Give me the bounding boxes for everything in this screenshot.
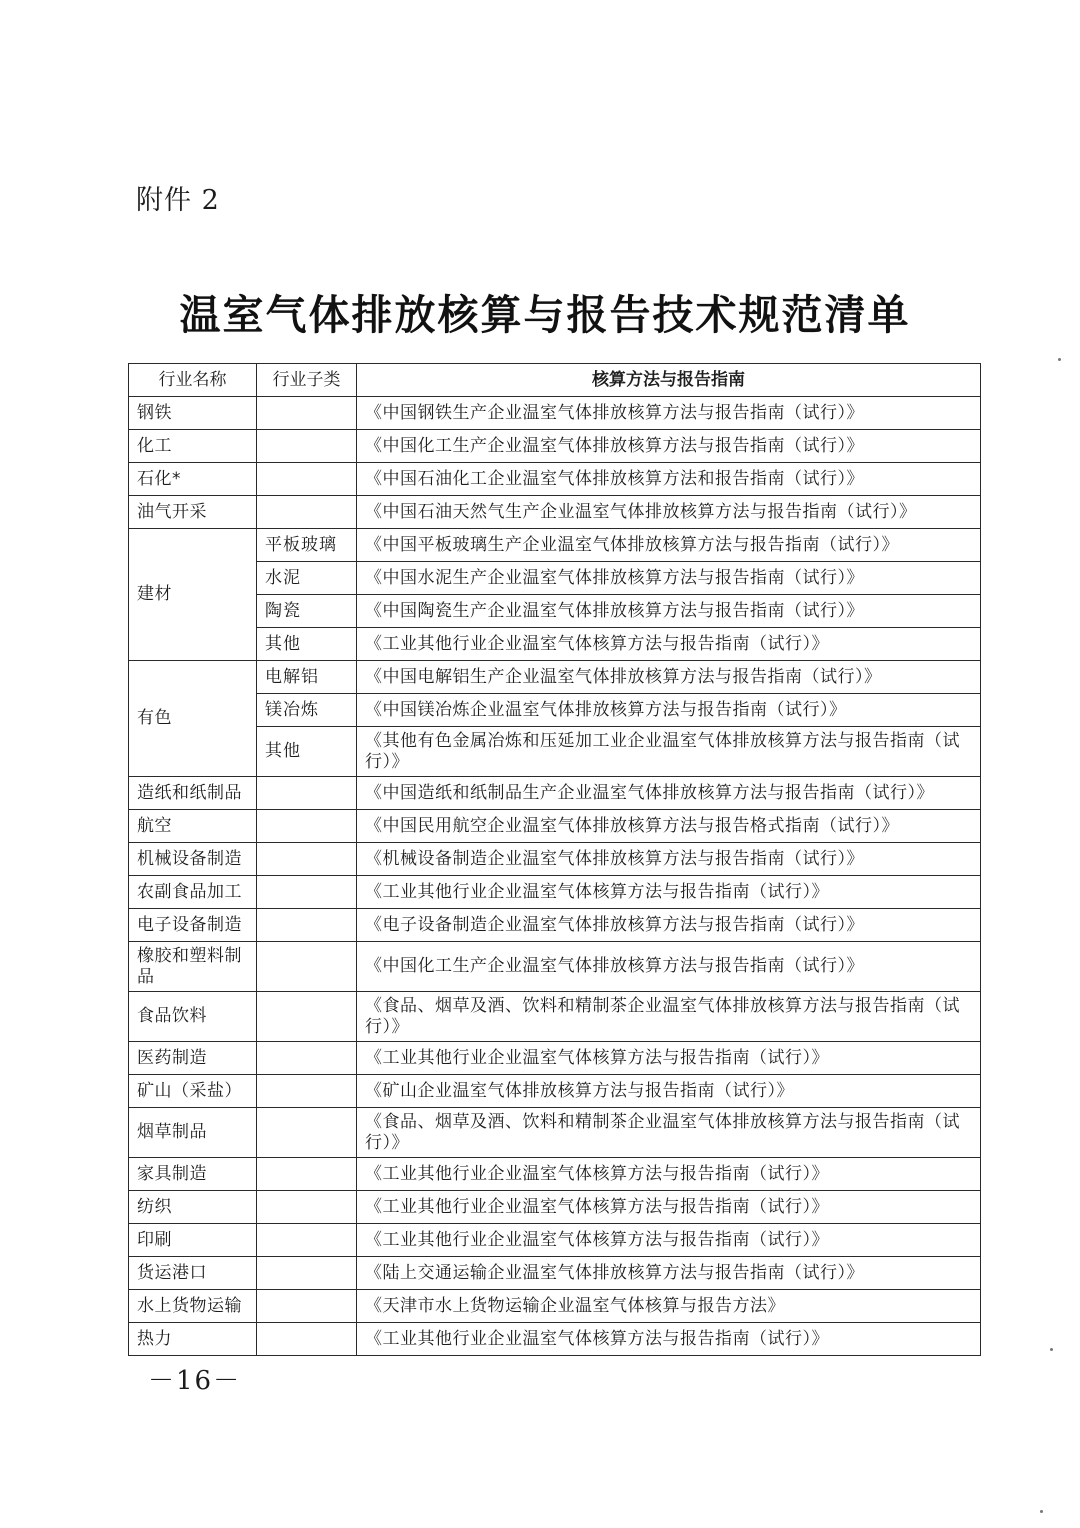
industry-cell: 矿山（采盐） (129, 1075, 257, 1108)
subcategory-cell (257, 1158, 357, 1191)
subcategory-cell: 陶瓷 (257, 595, 357, 628)
guide-cell: 《工业其他行业企业温室气体核算方法与报告指南（试行）》 (357, 1224, 981, 1257)
table-row (129, 992, 981, 1042)
guide-cell: 《工业其他行业企业温室气体核算方法与报告指南（试行）》 (357, 1191, 981, 1224)
scan-speck (1058, 358, 1061, 361)
industry-cell: 印刷 (129, 1224, 257, 1257)
subcategory-cell: 镁冶炼 (257, 694, 357, 727)
industry-cell: 热力 (129, 1323, 257, 1356)
table-row (129, 1257, 981, 1290)
industry-cell: 电子设备制造 (129, 909, 257, 942)
industry-cell: 烟草制品 (129, 1108, 257, 1158)
subcategory-cell (257, 1191, 357, 1224)
subcategory-cell: 其他 (257, 727, 357, 777)
subcategory-cell (257, 810, 357, 843)
table-row (129, 942, 981, 992)
industry-cell: 油气开采 (129, 496, 257, 529)
industry-cell: 农副食品加工 (129, 876, 257, 909)
subcategory-cell (257, 1075, 357, 1108)
subcategory-cell (257, 992, 357, 1042)
guide-cell: 《其他有色金属冶炼和压延加工业企业温室气体排放核算方法与报告指南（试行）》 (357, 727, 981, 777)
subcategory-cell (257, 1108, 357, 1158)
attachment-label: 附件 2 (136, 185, 220, 216)
table-row (129, 810, 981, 843)
industry-cell: 货运港口 (129, 1257, 257, 1290)
subcategory-cell: 其他 (257, 628, 357, 661)
table-row (129, 496, 981, 529)
table-row (129, 1323, 981, 1356)
table-row (129, 777, 981, 810)
guide-cell: 《中国石油天然气生产企业温室气体排放核算方法与报告指南（试行）》 (357, 496, 981, 529)
industry-cell: 食品饮料 (129, 992, 257, 1042)
table-row (129, 1042, 981, 1075)
table-row (129, 909, 981, 942)
table-row (129, 562, 981, 595)
industry-cell: 石化* (129, 463, 257, 496)
subcategory-cell (257, 843, 357, 876)
guide-cell: 《机械设备制造企业温室气体排放核算方法与报告指南（试行）》 (357, 843, 981, 876)
industry-cell: 家具制造 (129, 1158, 257, 1191)
table-row (129, 628, 981, 661)
subcategory-cell (257, 1257, 357, 1290)
guide-cell: 《工业其他行业企业温室气体核算方法与报告指南（试行）》 (357, 876, 981, 909)
table-row (129, 397, 981, 430)
header-method: 核算方法与报告指南 (357, 364, 981, 397)
table-row (129, 463, 981, 496)
table-row (129, 1290, 981, 1323)
scan-speck (1040, 1510, 1043, 1513)
guide-cell: 《中国民用航空企业温室气体排放核算方法与报告格式指南（试行）》 (357, 810, 981, 843)
guide-cell: 《中国镁冶炼企业温室气体排放核算方法与报告指南（试行）》 (357, 694, 981, 727)
guide-cell: 《食品、烟草及酒、饮料和精制茶企业温室气体排放核算方法与报告指南（试行）》 (357, 1108, 981, 1158)
table-row (129, 529, 981, 562)
guide-cell: 《中国平板玻璃生产企业温室气体排放核算方法与报告指南（试行）》 (357, 529, 981, 562)
subcategory-cell (257, 777, 357, 810)
guide-cell: 《中国石油化工企业温室气体排放核算方法和报告指南（试行）》 (357, 463, 981, 496)
guide-cell: 《工业其他行业企业温室气体核算方法与报告指南（试行）》 (357, 1323, 981, 1356)
industry-cell: 建材 (129, 529, 257, 661)
header-subcategory: 行业子类 (257, 364, 357, 397)
industry-cell: 医药制造 (129, 1042, 257, 1075)
guide-cell: 《中国陶瓷生产企业温室气体排放核算方法与报告指南（试行）》 (357, 595, 981, 628)
subcategory-cell (257, 1224, 357, 1257)
spec-table (128, 363, 981, 1356)
subcategory-cell: 水泥 (257, 562, 357, 595)
table-row (129, 876, 981, 909)
industry-cell: 机械设备制造 (129, 843, 257, 876)
table-row (129, 1108, 981, 1158)
industry-cell: 造纸和纸制品 (129, 777, 257, 810)
guide-cell: 《天津市水上货物运输企业温室气体核算与报告方法》 (357, 1290, 981, 1323)
table-row (129, 727, 981, 777)
industry-cell: 化工 (129, 430, 257, 463)
scan-speck (1050, 1348, 1053, 1351)
subcategory-cell (257, 397, 357, 430)
header-industry: 行业名称 (129, 364, 257, 397)
subcategory-cell: 平板玻璃 (257, 529, 357, 562)
table-row (129, 1075, 981, 1108)
guide-cell: 《工业其他行业企业温室气体核算方法与报告指南（试行）》 (357, 1042, 981, 1075)
industry-cell: 有色 (129, 661, 257, 777)
table-row (129, 843, 981, 876)
guide-cell: 《工业其他行业企业温室气体核算方法与报告指南（试行）》 (357, 628, 981, 661)
guide-cell: 《矿山企业温室气体排放核算方法与报告指南（试行）》 (357, 1075, 981, 1108)
subcategory-cell: 电解铝 (257, 661, 357, 694)
guide-cell: 《陆上交通运输企业温室气体排放核算方法与报告指南（试行）》 (357, 1257, 981, 1290)
subcategory-cell (257, 909, 357, 942)
subcategory-cell (257, 1323, 357, 1356)
table-row (129, 1158, 981, 1191)
guide-cell: 《中国化工生产企业温室气体排放核算方法与报告指南（试行）》 (357, 430, 981, 463)
subcategory-cell (257, 942, 357, 992)
table-row (129, 1224, 981, 1257)
industry-cell: 钢铁 (129, 397, 257, 430)
guide-cell: 《中国造纸和纸制品生产企业温室气体排放核算方法与报告指南（试行）》 (357, 777, 981, 810)
industry-cell: 纺织 (129, 1191, 257, 1224)
subcategory-cell (257, 876, 357, 909)
subcategory-cell (257, 430, 357, 463)
document-title: 温室气体排放核算与报告技术规范清单 (179, 291, 911, 339)
guide-cell: 《中国电解铝生产企业温室气体排放核算方法与报告指南（试行）》 (357, 661, 981, 694)
subcategory-cell (257, 1290, 357, 1323)
industry-cell: 水上货物运输 (129, 1290, 257, 1323)
guide-cell: 《工业其他行业企业温室气体核算方法与报告指南（试行）》 (357, 1158, 981, 1191)
guide-cell: 《中国水泥生产企业温室气体排放核算方法与报告指南（试行）》 (357, 562, 981, 595)
guide-cell: 《中国化工生产企业温室气体排放核算方法与报告指南（试行）》 (357, 942, 981, 992)
guide-cell: 《中国钢铁生产企业温室气体排放核算方法与报告指南（试行）》 (357, 397, 981, 430)
table-header-row (129, 364, 981, 397)
industry-cell: 航空 (129, 810, 257, 843)
table-row (129, 694, 981, 727)
page-number: －16－ (148, 1366, 242, 1396)
table-row (129, 661, 981, 694)
industry-cell: 橡胶和塑料制品 (129, 942, 257, 992)
table-row (129, 1191, 981, 1224)
table-row (129, 430, 981, 463)
guide-cell: 《电子设备制造企业温室气体排放核算方法与报告指南（试行）》 (357, 909, 981, 942)
subcategory-cell (257, 496, 357, 529)
subcategory-cell (257, 463, 357, 496)
table-row (129, 595, 981, 628)
guide-cell: 《食品、烟草及酒、饮料和精制茶企业温室气体排放核算方法与报告指南（试行）》 (357, 992, 981, 1042)
subcategory-cell (257, 1042, 357, 1075)
